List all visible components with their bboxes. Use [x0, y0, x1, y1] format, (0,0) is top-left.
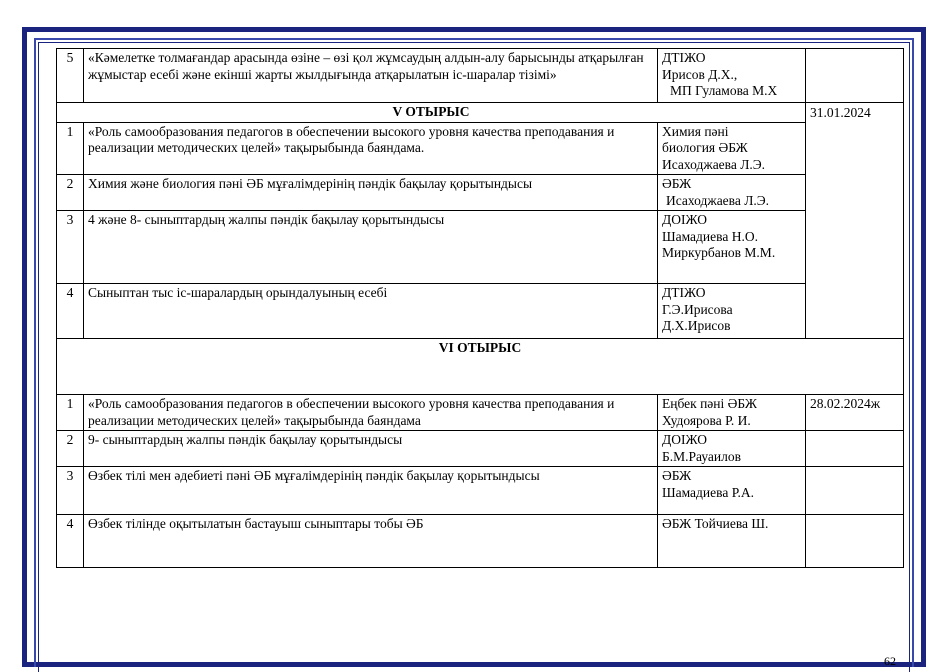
row-number: 4 — [57, 284, 84, 339]
row-number: 2 — [57, 431, 84, 467]
row-responsible: Химия пәні биология ӘБЖ Исаходжаева Л.Э. — [658, 122, 806, 175]
section-date: 31.01.2024 — [806, 103, 904, 339]
meeting-plan-table — [56, 48, 904, 568]
row-responsible: ДТІЖО Г.Э.Ирисова Д.Х.Ирисов — [658, 284, 806, 339]
row-responsible: ДОІЖО Б.М.Рауаилов — [658, 431, 806, 467]
row-date — [806, 431, 904, 467]
row-date — [806, 467, 904, 515]
table-row — [57, 175, 904, 211]
table-row — [57, 122, 904, 175]
row-number: 5 — [57, 49, 84, 103]
row-responsible: ДОІЖО Шамадиева Н.О. Миркурбанов М.М. — [658, 211, 806, 284]
section-title: V ОТЫРЫС — [57, 103, 806, 123]
row-topic: 4 және 8- сыныптардың жалпы пәндік бақылау қорытындысы — [84, 211, 658, 284]
row-date — [806, 49, 904, 103]
row-topic: «Кәмелетке толмағандар арасында өзіне – өзі қол жұмсаудың алдын-алу барысынды атқарылған жұмыстар есебі және екінші жарты жылдығында атқарылатын іс-шаралар тізімі» — [84, 49, 658, 103]
row-number: 3 — [57, 467, 84, 515]
table-row — [57, 49, 904, 103]
table-row — [57, 284, 904, 339]
row-topic: Сыныптан тыс іс-шаралардың орындалуының есебі — [84, 284, 658, 339]
section-header-row — [57, 339, 904, 395]
row-responsible: ӘБЖ Шамадиева Р.А. — [658, 467, 806, 515]
table-row — [57, 467, 904, 515]
row-topic: «Роль самообразования педагогов в обеспечении высокого уровня качества преподавания и реализации методических целей» тақырыбында баяндама. — [84, 122, 658, 175]
row-number: 1 — [57, 122, 84, 175]
row-responsible: Еңбек пәні ӘБЖ Худоярова Р. И. — [658, 395, 806, 431]
row-topic: Химия және биология пәні ӘБ мұғалімдерінің пәндік бақылау қорытындысы — [84, 175, 658, 211]
table-row — [57, 211, 904, 284]
table-row — [57, 395, 904, 431]
row-number: 2 — [57, 175, 84, 211]
row-number: 4 — [57, 515, 84, 568]
table-row — [57, 431, 904, 467]
section-header-row — [57, 103, 904, 123]
row-responsible: ДТІЖО Ирисов Д.Х., МП Гуламова М.Х — [658, 49, 806, 103]
section-title: VI ОТЫРЫС — [57, 339, 904, 395]
row-number: 1 — [57, 395, 84, 431]
row-date — [806, 515, 904, 568]
row-responsible: ӘБЖ Тойчиева Ш. — [658, 515, 806, 568]
row-topic: Өзбек тілі мен әдебиеті пәні ӘБ мұғалімдерінің пәндік бақылау қорытындысы — [84, 467, 658, 515]
row-number: 3 — [57, 211, 84, 284]
row-topic: «Роль самообразования педагогов в обеспечении высокого уровня качества преподавания и реализации методических целей» тақырыбында баяндама — [84, 395, 658, 431]
table-row — [57, 515, 904, 568]
row-topic: Өзбек тілінде оқытылатын бастауыш сыныптары тобы ӘБ — [84, 515, 658, 568]
row-topic: 9- сыныптардың жалпы пәндік бақылау қорытындысы — [84, 431, 658, 467]
row-responsible: ӘБЖ Исаходжаева Л.Э. — [658, 175, 806, 211]
section-date: 28.02.2024ж — [806, 395, 904, 431]
page-number: 62 — [884, 654, 896, 668]
